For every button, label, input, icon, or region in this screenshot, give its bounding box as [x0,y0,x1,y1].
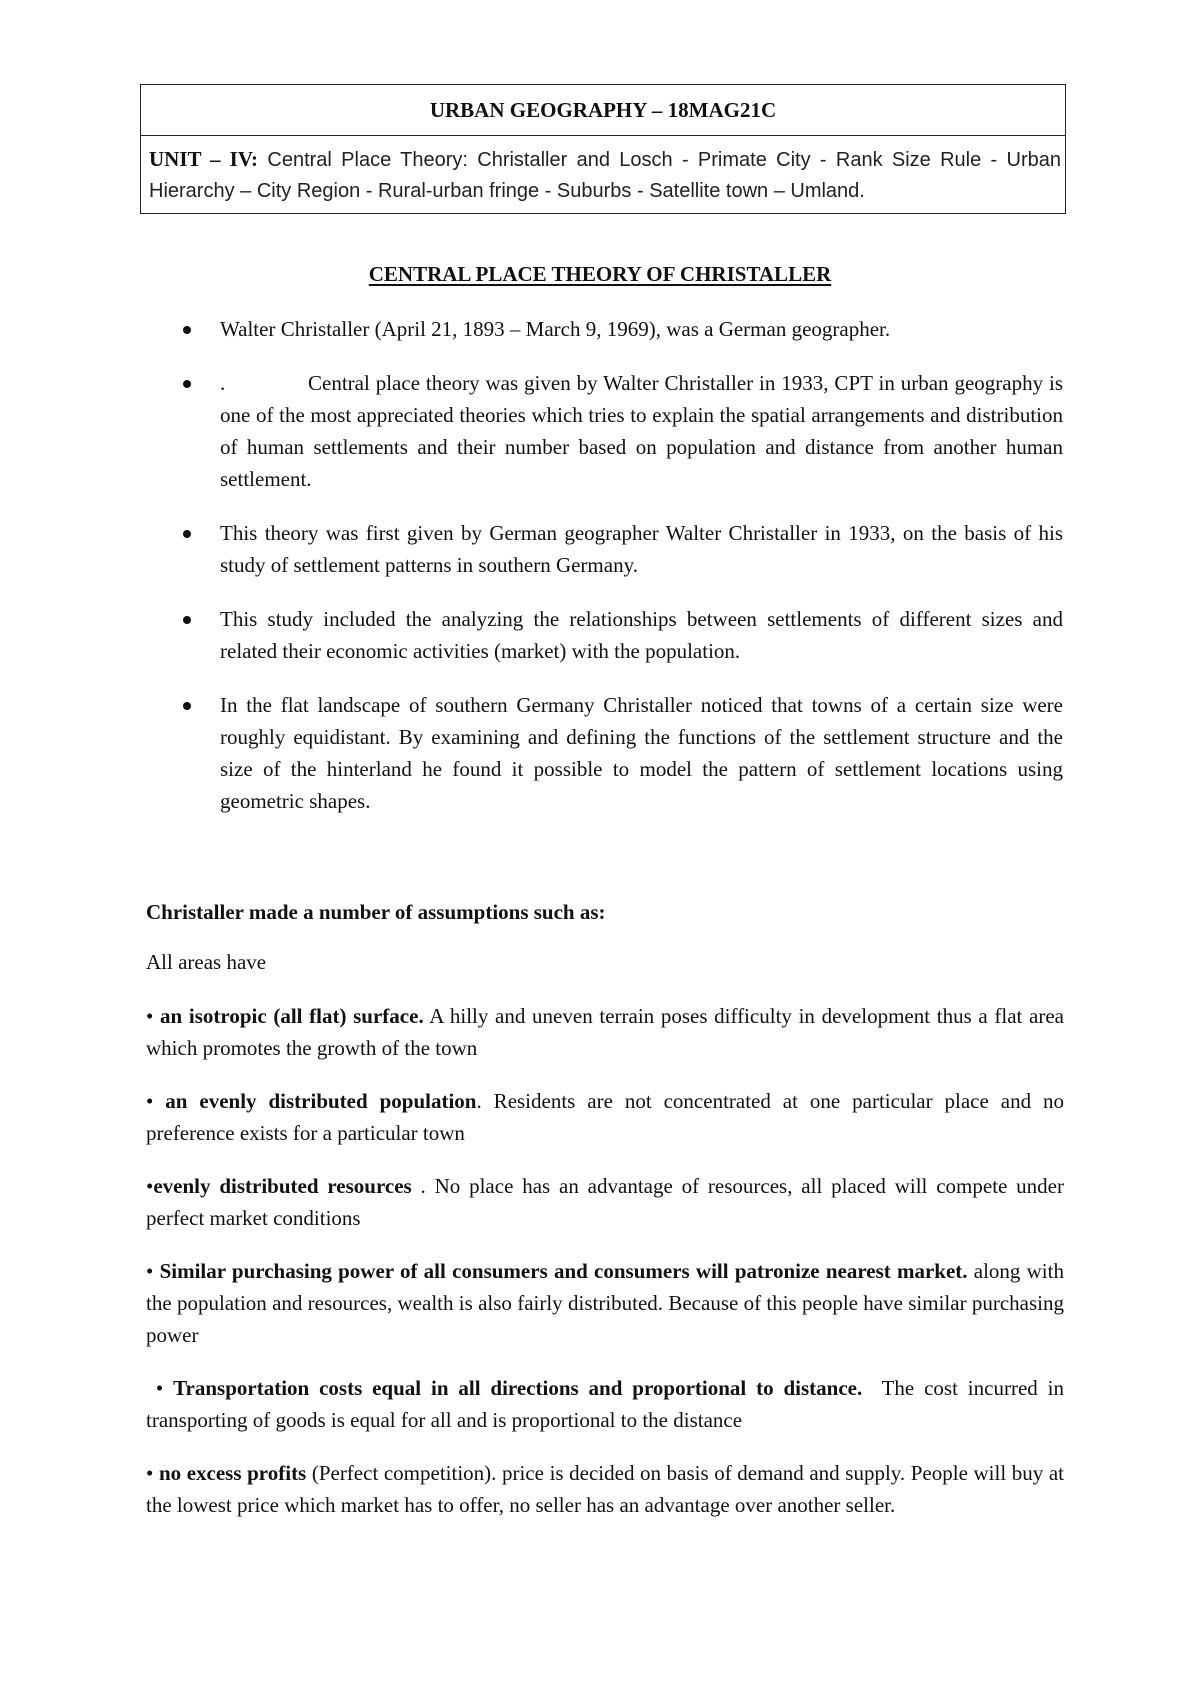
assumption-term: an isotropic (all flat) surface. [160,1004,424,1028]
assumption-bullet: • [146,1461,159,1485]
unit-description [141,136,1065,213]
bullet-text: This theory was first given by German geographer Walter Christaller in 1933, on the basis of his study of settlement patterns in southern Germany. [220,521,1063,577]
bullet-icon [183,616,191,624]
assumptions-list [146,1000,1070,1541]
bullet-icon [183,326,191,334]
course-title: URBAN GEOGRAPHY – 18MAG21C [141,85,1065,136]
list-item [183,367,1063,495]
section-title: CENTRAL PLACE THEORY OF CHRISTALLER [368,262,832,286]
bullet-text: This study included the analyzing the relationships between settlements of different sizes and related their economic activities (market) with the population. [220,607,1063,663]
assumption-text: . Residents are not concentrated at one particular place and no preference exists for a particular town [146,1089,1065,1145]
assumption-term: evenly distributed resources [153,1174,412,1198]
assumption-item [146,1255,1064,1351]
assumption-text: . No place has an advantage of resources, all placed will compete under perfect market conditions [146,1174,1064,1230]
assumptions-intro: All areas have [146,950,267,974]
unit-label: UNIT – IV: [149,147,259,171]
assumption-term: no excess profits [158,1461,307,1485]
assumption-term: Similar purchasing power of all consumers and consumers will patronize nearest market. [159,1259,968,1283]
bullet-text: In the flat landscape of southern Germany Christaller noticed that towns of a certain size were roughly equidistant. By examining and defining the functions of the settlement structure and the size of the hinterland he found it possible to model the pattern of settlement locations using geometric shapes. [220,693,1063,813]
bullet-prefix: . [220,371,226,395]
assumptions-heading: Christaller made a number of assumptions such as: [146,900,606,924]
bullet-icon [183,702,191,710]
assumption-item [146,1000,1064,1064]
assumption-item [146,1372,1070,1436]
assumption-item [146,1085,1064,1149]
list-item [183,313,1063,345]
assumption-text: The cost incurred in transporting of goods is equal for all and is proportional to the distance [146,1376,1070,1432]
course-header-box [140,84,1066,214]
assumption-bullet: • [146,1376,174,1400]
assumption-term: Transportation costs equal in all directions and proportional to distance. [173,1376,863,1400]
assumption-text: along with the population and resources, wealth is also fairly distributed. Because of this people have similar purchasing power [146,1259,1064,1347]
bullet-text: Walter Christaller (April 21, 1893 – March 9, 1969), was a German geographer. [220,317,891,341]
bullet-text: Central place theory was given by Walter Christaller in 1933, CPT in urban geography is one of the most appreciated theories which tries to explain the spatial arrangements and distribution of human settlements and their number based on population and distance from another human settlement. [220,371,1063,491]
assumption-item [146,1170,1064,1234]
list-item [183,603,1063,667]
list-item [183,517,1063,581]
bullet-list [183,313,1063,839]
bullet-icon [183,380,191,388]
assumption-text: A hilly and uneven terrain poses difficulty in development thus a flat area which promotes the growth of the town [146,1004,1065,1060]
bullet-icon [183,530,191,538]
list-item [183,689,1063,817]
assumption-bullet: • [146,1174,154,1198]
unit-topics: Central Place Theory: Christaller and Losch - Primate City - Rank Size Rule - Urban Hierarchy – City Region - Rural-urban fringe - Suburbs - Satellite town – Umland. [149,149,1061,202]
assumption-item [146,1457,1064,1521]
assumption-text: (Perfect competition). price is decided on basis of demand and supply. People will buy at the lowest price which market has to offer, no seller has an advantage over another seller. [146,1461,1064,1517]
assumption-bullet: • [146,1259,160,1283]
assumption-term: an evenly distributed population [165,1089,477,1113]
assumption-bullet: • [146,1004,161,1028]
assumption-bullet: • [146,1089,166,1113]
